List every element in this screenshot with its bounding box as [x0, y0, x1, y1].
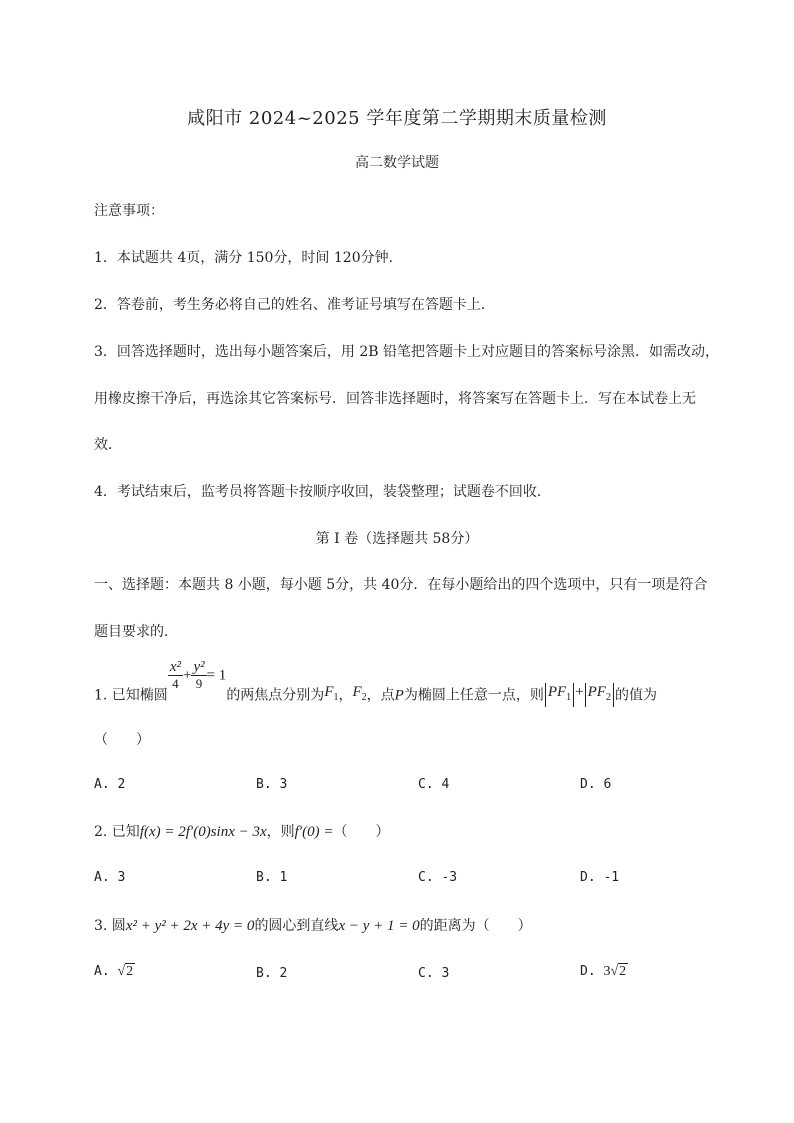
q1-fraction-y: $\frac{\text{y²}}{9}$ [193, 659, 205, 691]
q1-paren: （ ） [94, 732, 150, 748]
q3-option-d: D. 3√2 [580, 964, 627, 979]
question-2: 2. 已知f(x) = 2f′(0)sinx − 3x，则f′(0) =（ ） [94, 824, 390, 840]
q1-option-c: C. 4 [418, 777, 450, 792]
q1-fraction-x: $\frac{\text{x²}}{4}$ [169, 659, 181, 691]
notice-3-cont: 用橡皮擦干净后，再选涂其它答案标号．回答非选择题时，将答案写在答题卡上．写在本试卷上无 [94, 391, 696, 407]
question-3: 3. 圆x² + y² + 2x + 4y = 0的圆心到直线x − y + 1 = 0的距离为（ ） [94, 918, 532, 934]
q1-option-b: B. 3 [256, 777, 288, 792]
sqrt-icon: √2 [610, 964, 627, 979]
q3-option-b: B. 2 [256, 966, 288, 981]
notice-3: 3．回答选择题时，选出每小题答案后，用 2B 铅笔把答题卡上对应题目的答案标号涂黑．如需改动， [94, 344, 720, 360]
q2-expression: f(x) = 2f′(0)sinx − 3x [139, 824, 267, 840]
q1-focus-2: $F_2$ [352, 683, 367, 703]
section-title: 第 I 卷（选择题共 58分） [315, 531, 479, 547]
q1-focus-1: $F_1$ [324, 683, 339, 703]
page-subtitle: 高二数学试题 [355, 155, 439, 171]
q3-line-equation: x − y + 1 = 0 [338, 918, 420, 934]
q1-abs-sum: $PF_1 + PF_2$ [544, 684, 615, 700]
part-intro-cont: 题目要求的． [94, 624, 178, 640]
part-intro: 一、选择题：本题共 8 小题，每小题 5分，共 40分．在每小题给出的四个选项中，只有一项是符合 [94, 577, 708, 593]
notice-heading: 注意事项： [94, 203, 164, 219]
q3-circle-equation: x² + y² + 2x + 4y = 0 [125, 918, 255, 934]
notice-4: 4．考试结束后，监考员将答题卡按顺序收回，装袋整理；试题卷不回收． [94, 484, 551, 500]
q1-lead: 1. 已知椭圆 [94, 687, 168, 704]
q2-option-b: B. 1 [256, 870, 288, 885]
notice-2: 2．答卷前，考生务必将自己的姓名、准考证号填写在答题卡上． [94, 297, 495, 313]
question-1: 1. 已知椭圆 $\frac{\text{x²}}{4}$ + $\frac{\text{y²}}{9}$ = 1的两焦点分别为$F_1$，$F_2$，点P为椭圆上任意一点，则 $PF_1 + PF_2$ 的值为 [94, 660, 657, 707]
q2-option-a: A. 3 [94, 870, 126, 885]
q3-option-a: A. √2 [94, 964, 134, 979]
page-title: 咸阳市 2024~2025 学年度第二学期期末质量检测 [187, 108, 607, 129]
q1-option-d: D. 6 [580, 777, 612, 792]
q1-option-a: A. 2 [94, 777, 126, 792]
sqrt-icon: √2 [117, 964, 134, 979]
q2-option-c: C. -3 [418, 870, 458, 885]
q3-option-c: C. 3 [418, 966, 450, 981]
q2-option-d: D. -1 [580, 870, 620, 885]
q2-expression-2: f′(0) = [294, 824, 334, 840]
notice-3-end: 效． [94, 437, 122, 453]
notice-1: 1．本试题共 4页，满分 150分，时间 120分钟． [94, 250, 403, 266]
